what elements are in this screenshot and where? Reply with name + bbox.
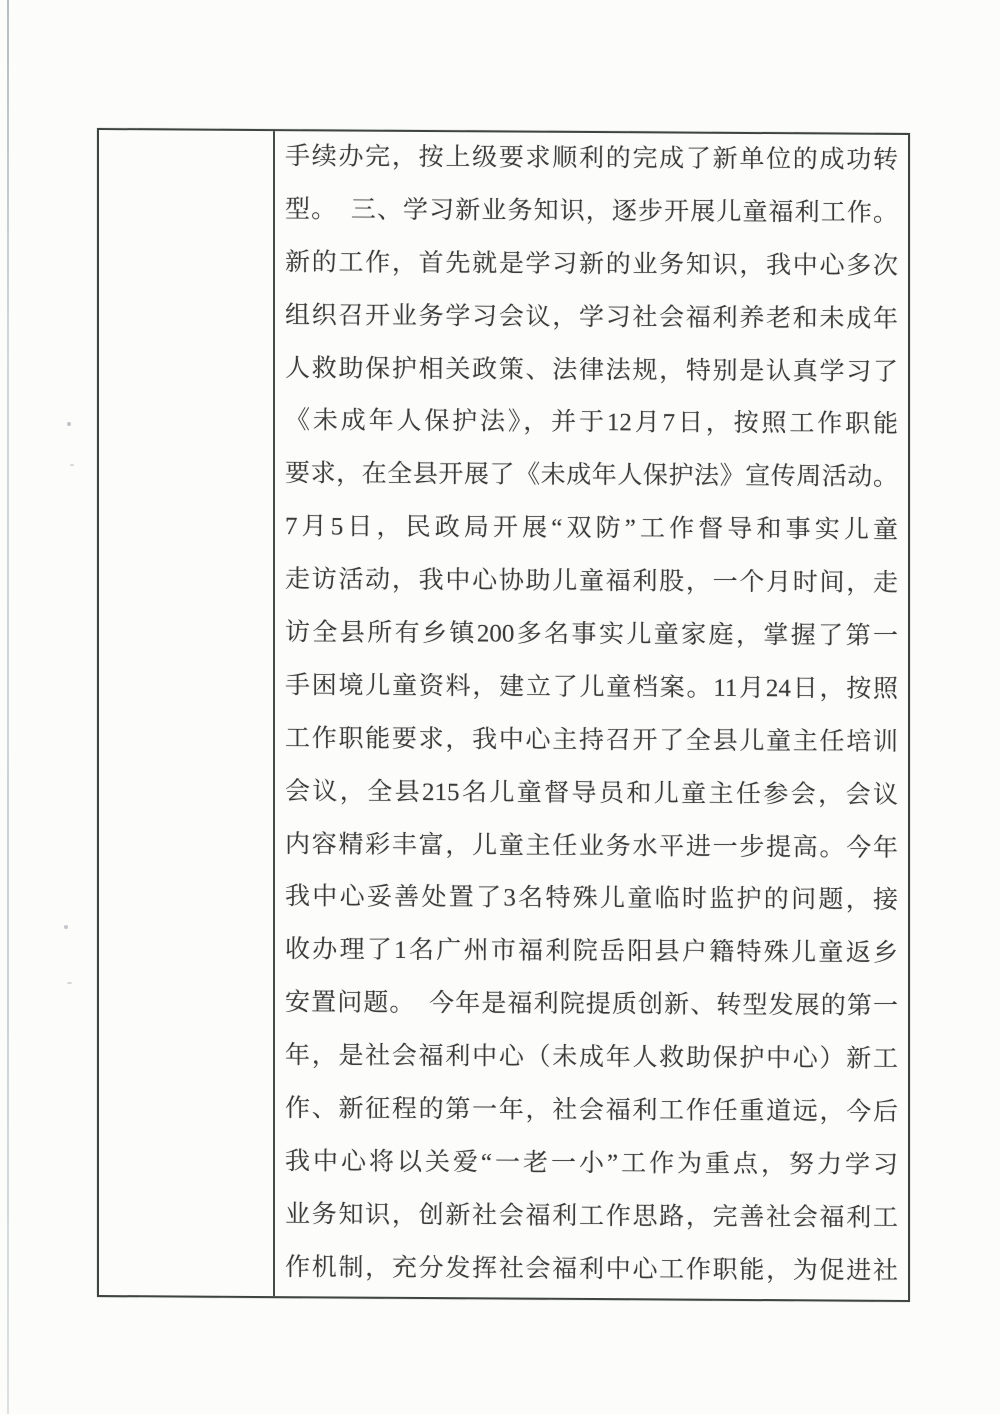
text-line: 年，是社会福利中心（未成年人救助保护中心）新工 [285, 1042, 898, 1074]
text-line: 手困境儿童资料，建立了儿童档案。11月24日，按照 [285, 672, 898, 703]
text-line: 我中心妥善处置了3名特殊儿童临时监护的问题，接 [285, 883, 898, 915]
text-line: 作、新征程的第一年，社会福利工作任重道远，今后 [285, 1095, 898, 1126]
text-line: 内容精彩丰富，儿童主任业务水平进一步提高。今年 [285, 830, 898, 862]
scan-speck [67, 422, 71, 426]
text-line: 访全县所有乡镇200多名事实儿童家庭，掌握了第一 [285, 619, 898, 650]
text-line: 7月5日，民政局开展“双防”工作督导和事实儿童 [285, 513, 898, 545]
scan-speck [64, 925, 68, 929]
text-line: 工作职能要求，我中心主持召开了全县儿童主任培训 [285, 724, 898, 756]
form-table [97, 128, 910, 1302]
text-line: 人救助保护相关政策、法律法规，特别是认真学习了 [285, 354, 898, 386]
scan-speck [67, 982, 72, 984]
text-line: 要求，在全县开展了《未成年人保护法》宣传周活动。 [285, 460, 898, 492]
text-line: 业务知识，创新社会福利工作思路，完善社会福利工 [285, 1200, 898, 1232]
text-line: 《未成年人保护法》，并于12月7日，按照工作职能 [285, 407, 898, 439]
text-line: 我中心将以关爱“一老一小”工作为重点，努力学习 [285, 1148, 898, 1179]
text-line: 作机制，充分发挥社会福利中心工作职能，为促进社 [285, 1253, 898, 1285]
text-line: 手续办完，按上级要求顺利的完成了新单位的成功转 [285, 143, 898, 174]
text-line: 安置问题。 今年是福利院提质创新、转型发展的第一 [285, 989, 898, 1021]
table-content-column [275, 131, 908, 1300]
page-edge-scan-line [7, 0, 9, 1414]
table-label-column [99, 130, 275, 1296]
text-line: 组织召开业务学习会议，学习社会福利养老和未成年 [285, 301, 898, 333]
text-line: 走访活动，我中心协助儿童福利股，一个月时间，走 [285, 566, 898, 598]
text-line: 新的工作，首先就是学习新的业务知识，我中心多次 [285, 248, 898, 280]
text-line: 会议，全县215名儿童督导员和儿童主任参会，会议 [285, 777, 898, 809]
scan-speck [70, 464, 74, 466]
text-line: 收办理了1名广州市福利院岳阳县户籍特殊儿童返乡 [285, 936, 898, 968]
text-line: 型。 三、学习新业务知识，逐步开展儿童福利工作。 [285, 196, 898, 227]
